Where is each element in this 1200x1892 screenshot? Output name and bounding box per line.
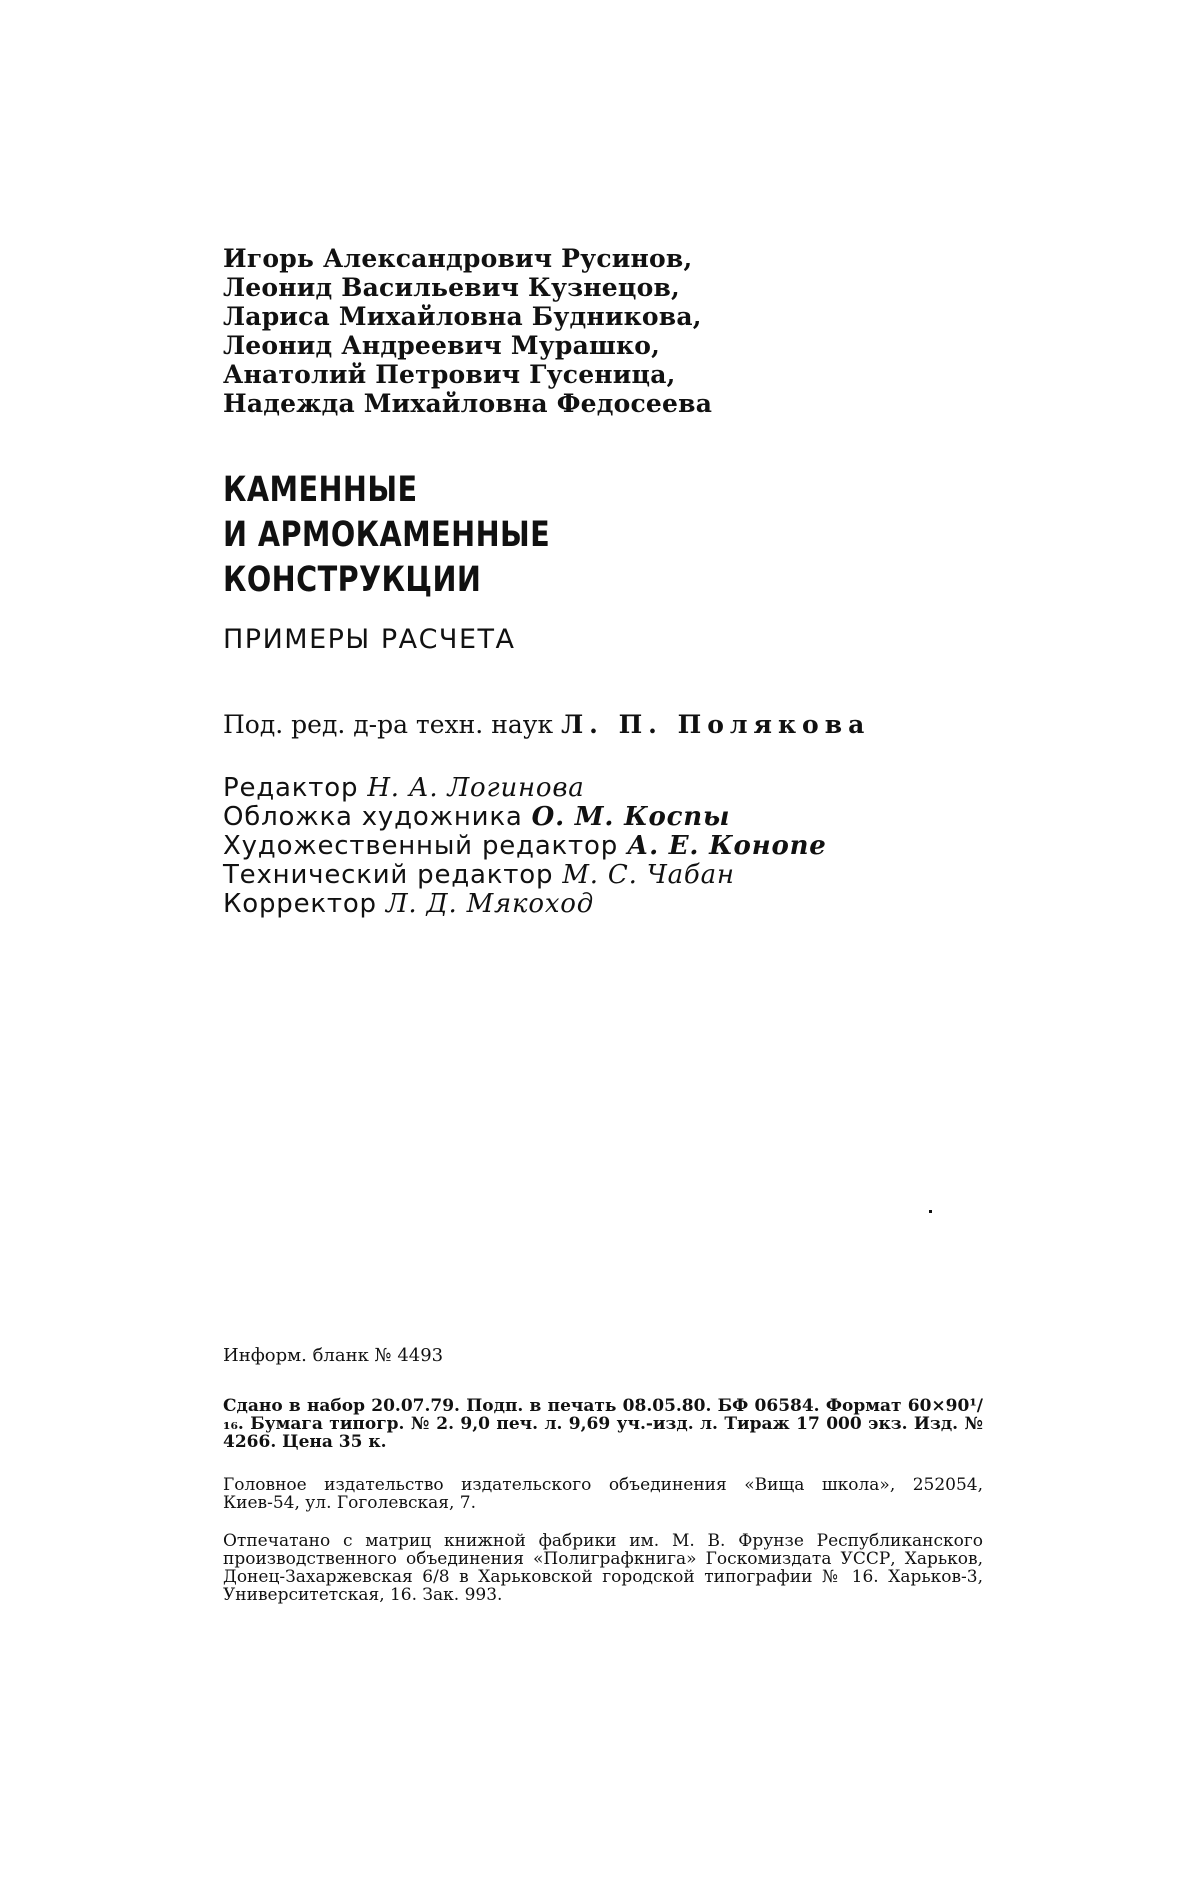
- book-title: [223, 468, 863, 603]
- credit-role: Обложка художника: [223, 802, 523, 832]
- author-line: Надежда Михайловна Федосеева: [223, 389, 713, 418]
- printer-details: Отпечатано с матриц книжной фабрики им. М. В. Фрунзе Республиканского производственного объединения «Полиграфкнига» Госкомиздата УССР, Харьков, Донец-Захаржевская 6/8 в Харьковской городской типографии № 16. Харьков-3, Университетская, 16. Зак. 993.: [223, 1531, 983, 1605]
- info-blank-number: Информ. бланк № 4493: [223, 1345, 444, 1366]
- credit-name: Н. А. Логинова: [367, 773, 585, 803]
- title-line: КАМЕННЫЕ: [223, 470, 418, 510]
- book-subtitle: ПРИМЕРЫ РАСЧЕТА: [223, 624, 516, 655]
- title-line: КОНСТРУКЦИИ: [223, 560, 482, 600]
- print-speck: [929, 1210, 932, 1213]
- credit-role: Художественный редактор: [223, 831, 619, 861]
- author-line: Игорь Александрович Русинов,: [223, 244, 693, 273]
- title-line: И АРМОКАМЕННЫЕ: [223, 515, 551, 555]
- credit-name: А. Е. Конопе: [627, 831, 827, 861]
- general-editor-line: [223, 710, 1003, 739]
- author-line: Анатолий Петрович Гусеница,: [223, 360, 676, 389]
- credit-name: М. С. Чабан: [562, 860, 735, 890]
- general-editor-name: Л. П. Полякова: [561, 710, 871, 739]
- credits-list: [223, 774, 1003, 919]
- author-line: Леонид Андреевич Мурашко,: [223, 331, 661, 360]
- print-details: Сдано в набор 20.07.79. Подп. в печать 08.05.80. БФ 06584. Формат 60×90¹/₁₆. Бумага типогр. № 2. 9,0 печ. л. 9,69 уч.-изд. л. Тираж 17 000 экз. Изд. № 4266. Цена 35 к.: [223, 1396, 983, 1452]
- general-editor-prefix: Под. ред. д-ра техн. наук: [223, 710, 554, 739]
- authors-list: [223, 244, 1003, 418]
- credit-line: [223, 832, 1003, 861]
- credit-line: [223, 803, 1003, 832]
- credit-line: [223, 861, 1003, 890]
- credit-line: [223, 774, 1003, 803]
- credit-name: О. М. Коспы: [531, 802, 731, 832]
- credit-line: [223, 890, 1003, 919]
- credit-name: Л. Д. Мякоход: [385, 889, 595, 919]
- credit-role: Технический редактор: [223, 860, 554, 890]
- credit-role: Редактор: [223, 773, 359, 803]
- publisher-details: Головное издательство издательского объединения «Вища школа», 252054, Киев-54, ул. Гоголевская, 7.: [223, 1475, 983, 1513]
- credit-role: Корректор: [223, 889, 377, 919]
- author-line: Лариса Михайловна Будникова,: [223, 302, 702, 331]
- author-line: Леонид Васильевич Кузнецов,: [223, 273, 680, 302]
